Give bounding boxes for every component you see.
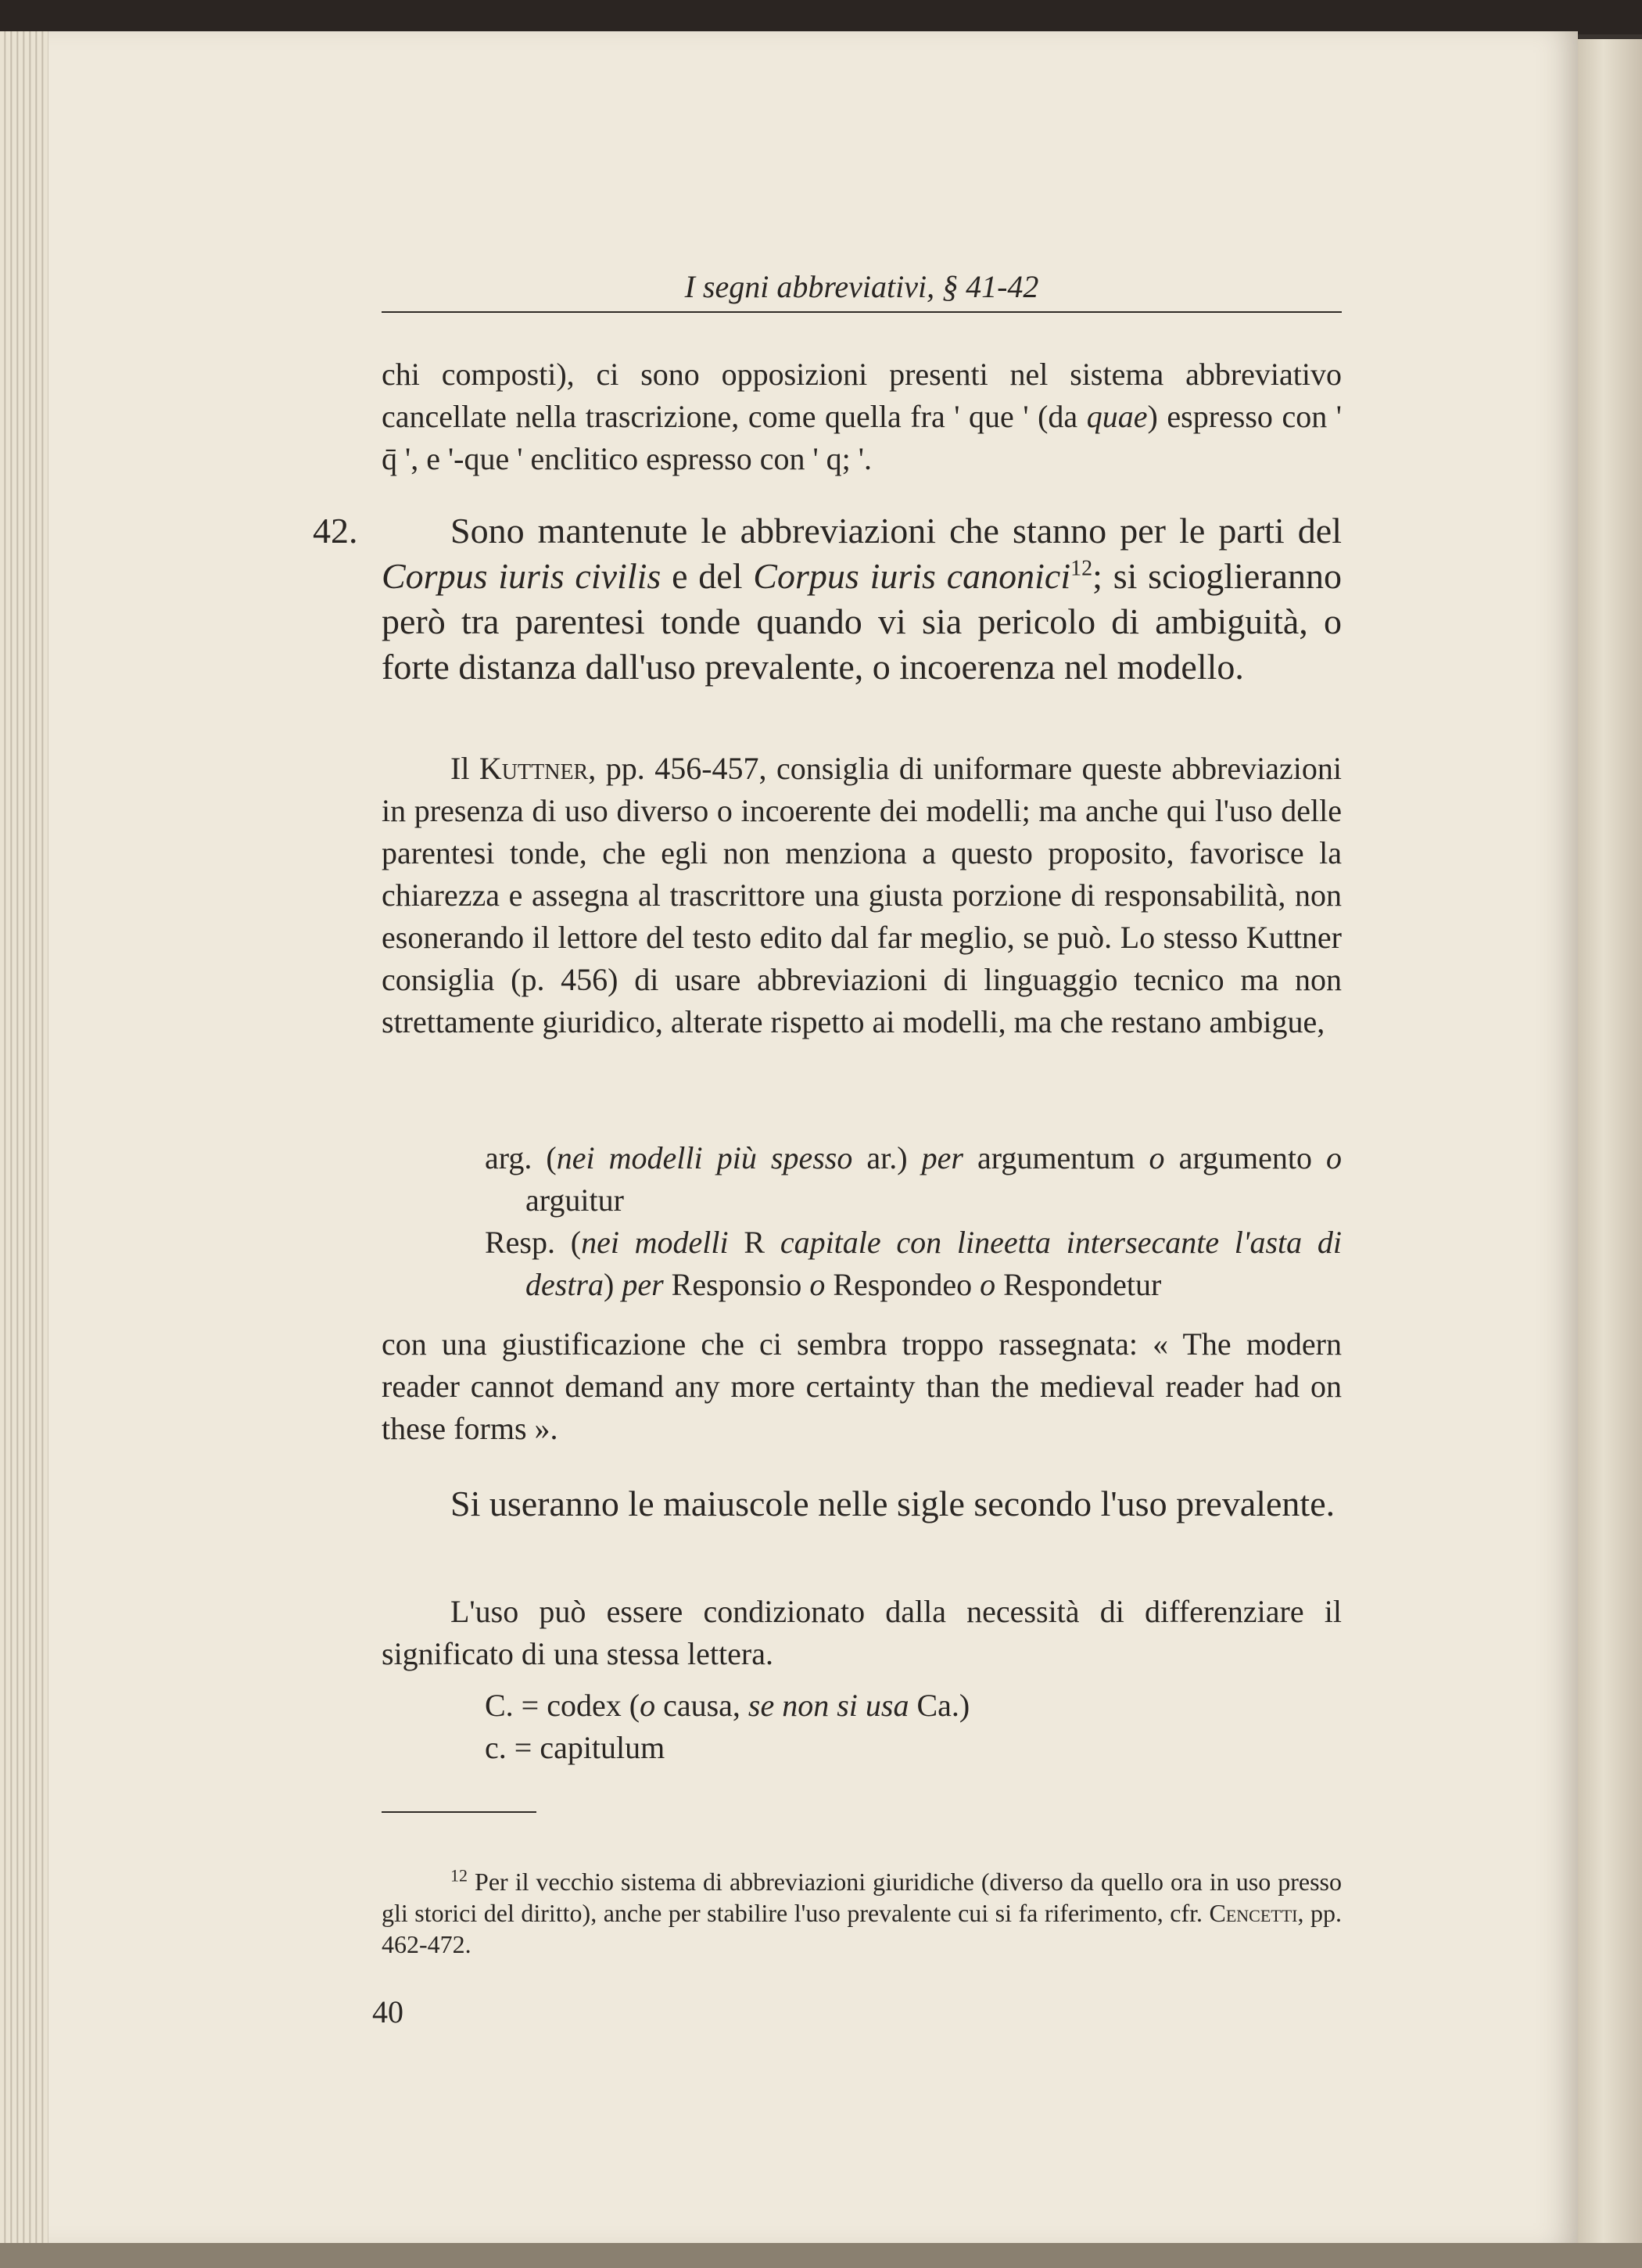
- list-item-arg: arg. (nei modelli più spesso ar.) per argumentum o argumento o arguitur: [485, 1140, 1342, 1218]
- kuttner-smallcaps: Kuttner: [479, 751, 589, 786]
- running-header-title: I segni abbreviativi, § 41-42: [684, 269, 1039, 304]
- section-number: 42.: [313, 511, 358, 551]
- footnote-12: $^{12}$ Per il vecchio sistema di abbreviazioni giuridiche (diverso da quello ora in uso presso gli storici del diritto), anche per stabilire l'uso prevalente cui si fa riferimento, cfr. Cencetti, pp. 462-472.: [382, 1865, 1343, 1958]
- corpus-canonici-italic: Corpus iuris canonici: [753, 556, 1071, 596]
- footnote-reference: 12: [1070, 556, 1093, 581]
- running-header: [382, 263, 1342, 313]
- cencetti-smallcaps: Cencetti: [1209, 1899, 1298, 1927]
- list-item-resp: Resp. (nei modelli R capitale con lineetta intersecante l'asta di destra) per Responsio o Respondeo o Respondetur: [485, 1225, 1342, 1302]
- scan-right-border: [1578, 39, 1642, 2252]
- quae-italic: quae: [1086, 399, 1148, 434]
- justification-paragraph: con una giustificazione che ci sembra troppo rassegnata: « The modern reader cannot demand any more certainty than the medieval reader had on these forms ».: [382, 1326, 1342, 1446]
- kuttner-paragraph: Il Kuttner, pp. 456-457, consiglia di uniformare queste abbreviazioni in presenza di uso diverso o incoerente dei modelli; ma anche qui l'uso delle parentesi tonde, che egli non menziona a questo proposito, favorisce la chiarezza e assegna al trascrittore una giusta porzione di responsabilità, non esonerando il lettore del testo edito dal far meglio, se può. Lo stesso Kuttner consiglia (p. 456) di usare abbreviazioni di linguaggio tecnico ma non strettamente giuridico, alterate rispetto ai modelli, ma che restano ambigue,: [382, 751, 1343, 1039]
- corpus-civilis-italic: Corpus iuris civilis: [382, 556, 661, 596]
- abbreviation-list-1: [485, 1137, 1342, 1306]
- list-item-c-lower: c. = capitulum: [485, 1730, 665, 1765]
- capitals-rule: Si useranno le maiuscole nelle sigle secondo l'uso prevalente.: [450, 1484, 1335, 1523]
- section-42-rule: Sono mantenute le abbreviazioni che stanno per le parti del Corpus iuris civilis e del Corpus iuris canonici$^{12}$; si scioglieranno però tra parentesi tonde quando vi sia pericolo di ambiguità, o forte distanza dall'uso prevalente, o incoerenza nel modello.: [382, 511, 1342, 687]
- scan-top-border: [0, 0, 1642, 34]
- page-number: 40: [372, 1994, 403, 2029]
- usage-paragraph: L'uso può essere condizionato dalla necessità di differenziare il significato di una stessa lettera.: [382, 1594, 1342, 1671]
- abbreviation-list-2: [485, 1685, 1342, 1769]
- page-stack-edge: [0, 31, 52, 2252]
- paragraph-continuation: chi composti), ci sono opposizioni presenti nel sistema abbreviativo cancellate nella trascrizione, come quella fra ' que ' (da quae) espresso con ' q̄ ', e '-que ' enclitico espresso con ' q; '.: [382, 357, 1343, 476]
- list-item-c-upper: C. = codex (o causa, se non si usa Ca.): [485, 1688, 970, 1723]
- footnote-mark: 12: [450, 1865, 468, 1886]
- scan-bottom-border: [0, 2243, 1642, 2268]
- footnote-rule: [382, 1811, 536, 1813]
